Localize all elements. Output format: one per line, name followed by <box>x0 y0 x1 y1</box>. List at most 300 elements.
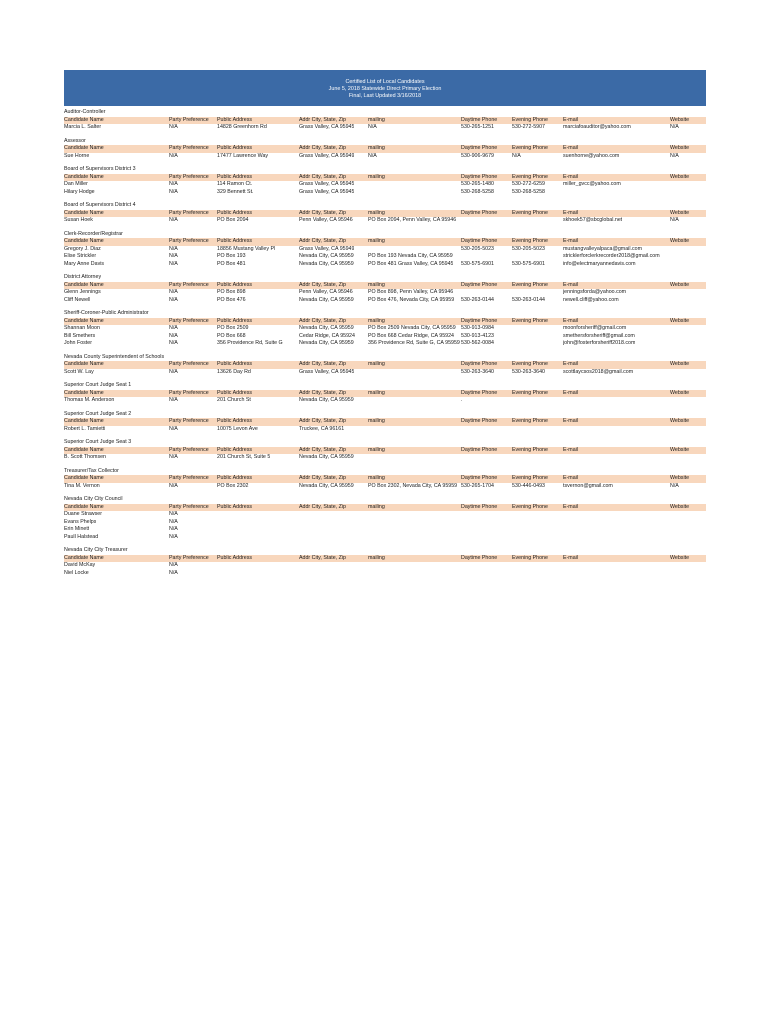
cell-mailing: PO Box 476, Nevada City, CA 95959 <box>368 296 455 303</box>
column-header-candidate-name: Candidate Name <box>64 209 104 216</box>
column-header-website: Website <box>670 281 690 288</box>
column-header-addr-city-state-zip: Addr City, State, Zip <box>299 238 347 244</box>
cell-candidate-name: John Foster <box>64 340 92 346</box>
cell-party-preference: N/A <box>169 124 178 130</box>
column-header-addr-city-state-zip: Addr City, State, Zip <box>299 475 347 481</box>
cell-addr-city-state-zip: Nevada City, CA 95959 <box>299 397 354 403</box>
column-header-party-preference: Party Preference <box>169 361 209 367</box>
column-header-evening-phone: Evening Phone <box>512 317 548 324</box>
cell-addr-city-state-zip: Truckee, CA 96161 <box>299 425 345 432</box>
cell-daytime-phone: 530-205-5023 <box>461 245 494 252</box>
column-header-daytime-phone: Daytime Phone <box>461 209 498 216</box>
cell-party-preference: N/A <box>169 332 178 339</box>
cell-addr-city-state-zip: Nevada City, CA 95959 <box>299 325 354 331</box>
candidate-row <box>64 562 706 570</box>
column-header-public-address: Public Address <box>217 145 253 151</box>
candidate-row <box>64 253 706 261</box>
cell-party-preference: N/A <box>169 296 178 303</box>
cell-party-preference: N/A <box>169 325 178 331</box>
cell-party-preference: N/A <box>169 253 178 259</box>
column-header-evening-phone: Evening Phone <box>512 475 548 481</box>
column-header-public-address: Public Address <box>217 503 253 510</box>
cell-e-mail: john@fosterforsheriff2018.com <box>563 340 636 346</box>
candidate-row <box>64 124 706 132</box>
cell-addr-city-state-zip: Penn Valley, CA 95946 <box>299 217 353 223</box>
cell-e-mail: skhoek57@sbcglobal.net <box>563 217 623 223</box>
candidate-row <box>64 289 706 297</box>
column-header-candidate-name: Candidate Name <box>64 145 104 151</box>
column-header-mailing: mailing <box>368 554 385 561</box>
cell-evening-phone: N/A <box>512 152 521 159</box>
cell-evening-phone: 530-272-5907 <box>512 124 545 130</box>
cell-candidate-name: Glenn Jennings <box>64 289 101 295</box>
cell-public-address: PO Box 2302 <box>217 482 249 489</box>
column-header-candidate-name: Candidate Name <box>64 554 104 561</box>
column-header-row <box>64 117 706 125</box>
cell-mailing: 356 Providence Rd, Suite G, CA 95959 <box>368 340 460 346</box>
cell-party-preference: N/A <box>169 260 178 267</box>
cell-party-preference: N/A <box>169 569 178 576</box>
cell-party-preference: N/A <box>169 152 178 159</box>
cell-candidate-name: Duane Strawser <box>64 511 102 517</box>
cell-evening-phone: 530-205-5023 <box>512 245 545 252</box>
section-title-text: Assessor <box>64 137 86 144</box>
candidate-row <box>64 454 706 462</box>
cell-mailing: N/A <box>368 124 377 130</box>
cell-public-address: 201 Church St <box>217 397 251 403</box>
column-header-mailing: mailing <box>368 389 385 396</box>
column-header-public-address: Public Address <box>217 389 253 396</box>
section-title <box>64 109 706 117</box>
cell-candidate-name: Evans Phelps <box>64 518 97 525</box>
column-header-mailing: mailing <box>368 173 385 180</box>
column-header-daytime-phone: Daytime Phone <box>461 446 498 453</box>
candidate-row <box>64 519 706 527</box>
title-line-2: June 5, 2018 Statewide Direct Primary Election <box>328 86 442 92</box>
cell-candidate-name: Niel Locke <box>64 569 89 576</box>
column-header-candidate-name: Candidate Name <box>64 503 104 510</box>
cell-party-preference: N/A <box>169 289 178 295</box>
candidate-row <box>64 261 706 269</box>
title-line-3: Final, Last Updated 3/16/2018 <box>348 93 422 99</box>
column-header-row <box>64 390 706 398</box>
cell-candidate-name: Susan Hoek <box>64 217 93 223</box>
column-header-website: Website <box>670 238 690 244</box>
column-header-daytime-phone: Daytime Phone <box>461 418 498 424</box>
column-header-addr-city-state-zip: Addr City, State, Zip <box>299 116 347 123</box>
cell-addr-city-state-zip: Grass Valley, CA 95945 <box>299 188 355 195</box>
cell-daytime-phone: 530-913-0984 <box>461 325 494 331</box>
section-title-text: Superior Court Judge Seat 3 <box>64 439 132 445</box>
column-header-public-address: Public Address <box>217 116 253 123</box>
cell-mailing: PO Box 2094, Penn Valley, CA 95946 <box>368 217 457 223</box>
cell-addr-city-state-zip: Nevada City, CA 95959 <box>299 253 354 259</box>
cell-e-mail: jenningsforda@yahoo.com <box>563 289 627 295</box>
cell-mailing: PO Box 668 Cedar Ridge, CA 95924 <box>368 332 454 339</box>
section-title <box>64 166 706 174</box>
section-title-text: Superior Court Judge Seat 1 <box>64 382 132 388</box>
column-header-addr-city-state-zip: Addr City, State, Zip <box>299 361 347 367</box>
column-header-row <box>64 504 706 512</box>
cell-candidate-name: Hilary Hodge <box>64 188 95 195</box>
cell-candidate-name: B. Scott Thomsen <box>64 454 107 460</box>
section-title-text: District Attorney <box>64 274 102 280</box>
cell-daytime-phone: 530-265-1480 <box>461 181 494 187</box>
column-header-public-address: Public Address <box>217 418 253 424</box>
section-title <box>64 468 706 476</box>
section-title-text: Nevada County Superintendent of Schools <box>64 353 165 360</box>
column-header-addr-city-state-zip: Addr City, State, Zip <box>299 418 347 424</box>
column-header-row <box>64 361 706 369</box>
column-header-mailing: mailing <box>368 317 385 324</box>
column-header-evening-phone: Evening Phone <box>512 446 548 453</box>
candidate-row <box>64 426 706 434</box>
column-header-candidate-name: Candidate Name <box>64 389 104 396</box>
cell-daytime-phone: 530-575-6901 <box>461 260 494 267</box>
section-title <box>64 274 706 282</box>
cell-public-address: 114 Ramon Ct. <box>217 181 253 187</box>
cell-mailing: N/A <box>368 152 377 159</box>
cell-daytime-phone: 530-913-4123 <box>461 332 494 339</box>
column-header-e-mail: E-mail <box>563 173 579 180</box>
column-header-public-address: Public Address <box>217 238 253 244</box>
cell-public-address: PO Box 2509 <box>217 325 249 331</box>
cell-e-mail: suenhorne@yahoo.com <box>563 152 620 159</box>
column-header-e-mail: E-mail <box>563 389 579 396</box>
cell-addr-city-state-zip: Grass Valley, CA 95945 <box>299 181 355 187</box>
column-header-public-address: Public Address <box>217 446 253 453</box>
column-header-e-mail: E-mail <box>563 503 579 510</box>
cell-party-preference: N/A <box>169 368 178 375</box>
column-header-row <box>64 318 706 326</box>
column-header-e-mail: E-mail <box>563 317 579 324</box>
column-header-addr-city-state-zip: Addr City, State, Zip <box>299 281 347 288</box>
cell-party-preference: N/A <box>169 340 178 346</box>
cell-addr-city-state-zip: Grass Valley, CA 95949 <box>299 245 355 252</box>
column-header-candidate-name: Candidate Name <box>64 173 104 180</box>
candidate-table <box>64 109 706 577</box>
column-header-daytime-phone: Daytime Phone <box>461 317 498 324</box>
column-header-e-mail: E-mail <box>563 475 579 481</box>
cell-e-mail: mustangvalleyalpaca@gmail.com <box>563 245 642 252</box>
cell-candidate-name: Dan Miller <box>64 181 88 187</box>
cell-addr-city-state-zip: Cedar Ridge, CA 95924 <box>299 332 355 339</box>
candidate-row <box>64 534 706 542</box>
cell-addr-city-state-zip: Grass Valley, CA 95945 <box>299 368 355 375</box>
cell-public-address: 14828 Greenhorn Rd <box>217 124 267 130</box>
column-header-candidate-name: Candidate Name <box>64 116 104 123</box>
column-header-website: Website <box>670 173 690 180</box>
section-title <box>64 439 706 447</box>
section-title-text: Auditor-Controller <box>64 109 106 115</box>
column-header-evening-phone: Evening Phone <box>512 281 548 288</box>
cell-party-preference: N/A <box>169 425 178 432</box>
column-header-row <box>64 555 706 563</box>
cell-candidate-name: David McKay <box>64 562 96 568</box>
column-header-e-mail: E-mail <box>563 209 579 216</box>
column-header-mailing: mailing <box>368 145 385 151</box>
column-header-public-address: Public Address <box>217 281 253 288</box>
column-header-party-preference: Party Preference <box>169 238 209 244</box>
column-header-public-address: Public Address <box>217 209 253 216</box>
column-header-website: Website <box>670 145 690 151</box>
column-header-mailing: mailing <box>368 475 385 481</box>
cell-evening-phone: 530-263-0144 <box>512 296 545 303</box>
cell-public-address: 329 Bennett St. <box>217 188 254 195</box>
cell-candidate-name: Elise Strickler <box>64 253 97 259</box>
column-header-website: Website <box>670 209 690 216</box>
column-header-party-preference: Party Preference <box>169 173 209 180</box>
cell-daytime-phone: 530-265-1704 <box>461 482 494 489</box>
cell-candidate-name: Bill Smethers <box>64 332 96 339</box>
cell-evening-phone: 530-575-6901 <box>512 260 545 267</box>
column-header-row <box>64 447 706 455</box>
column-header-party-preference: Party Preference <box>169 418 209 424</box>
candidate-row <box>64 526 706 534</box>
cell-public-address: PO Box 898 <box>217 289 246 295</box>
column-header-mailing: mailing <box>368 281 385 288</box>
section-title <box>64 138 706 146</box>
column-header-candidate-name: Candidate Name <box>64 238 104 244</box>
cell-mailing: PO Box 481 Grass Valley, CA 95945 <box>368 260 454 267</box>
column-header-public-address: Public Address <box>217 317 253 324</box>
cell-candidate-name: Scott W. Lay <box>64 368 94 375</box>
section-title-text: Sheriff-Coroner-Public Administrator <box>64 310 149 316</box>
title-line-1: Certified List of Local Candidates <box>345 79 425 85</box>
column-header-addr-city-state-zip: Addr City, State, Zip <box>299 389 347 396</box>
section-title-text: Board of Supervisors District 3 <box>64 166 136 172</box>
column-header-party-preference: Party Preference <box>169 554 209 561</box>
column-header-evening-phone: Evening Phone <box>512 145 548 151</box>
section-title <box>64 382 706 390</box>
candidate-row <box>64 297 706 305</box>
column-header-party-preference: Party Preference <box>169 317 209 324</box>
column-header-evening-phone: Evening Phone <box>512 503 548 510</box>
column-header-mailing: mailing <box>368 503 385 510</box>
section-title <box>64 354 706 362</box>
column-header-party-preference: Party Preference <box>169 145 209 151</box>
column-header-public-address: Public Address <box>217 173 253 180</box>
candidate-row <box>64 369 706 377</box>
cell-candidate-name: Gregory J. Diaz <box>64 245 101 252</box>
cell-addr-city-state-zip: Nevada City, CA 95959 <box>299 260 354 267</box>
column-header-row <box>64 418 706 426</box>
column-header-row <box>64 475 706 483</box>
cell-e-mail: scottlaycsos2018@gmail.com <box>563 368 634 375</box>
cell-public-address: PO Box 476 <box>217 296 246 303</box>
cell-public-address: PO Box 481 <box>217 260 246 267</box>
column-header-candidate-name: Candidate Name <box>64 418 104 424</box>
column-header-public-address: Public Address <box>217 361 253 367</box>
column-header-addr-city-state-zip: Addr City, State, Zip <box>299 145 347 151</box>
cell-public-address: 10075 Levon Ave <box>217 425 258 432</box>
cell-website: N/A <box>670 217 679 223</box>
column-header-e-mail: E-mail <box>563 554 579 561</box>
candidate-row <box>64 570 706 578</box>
column-header-e-mail: E-mail <box>563 145 579 151</box>
section-title-text: Treasurer/Tax Collector <box>64 467 119 474</box>
cell-e-mail: marciafoauditor@yahoo.com <box>563 124 631 130</box>
column-header-evening-phone: Evening Phone <box>512 116 548 123</box>
cell-evening-phone: 530-268-5258 <box>512 188 545 195</box>
cell-mailing: PO Box 193 Nevada City, CA 95959 <box>368 253 453 259</box>
column-header-addr-city-state-zip: Addr City, State, Zip <box>299 446 347 453</box>
column-header-daytime-phone: Daytime Phone <box>461 361 498 367</box>
section-title <box>64 310 706 318</box>
candidate-row <box>64 511 706 519</box>
column-header-evening-phone: Evening Phone <box>512 361 548 367</box>
cell-daytime-phone: 530-562-0084 <box>461 340 494 346</box>
candidate-row <box>64 340 706 348</box>
column-header-addr-city-state-zip: Addr City, State, Zip <box>299 554 347 561</box>
section-title-text: Board of Supervisors District 4 <box>64 202 136 208</box>
column-header-website: Website <box>670 503 690 510</box>
column-header-evening-phone: Evening Phone <box>512 389 548 396</box>
cell-website: N/A <box>670 152 679 159</box>
section-title-text: Clerk-Recorder/Registrar <box>64 230 123 237</box>
cell-evening-phone: 530-272-6259 <box>512 181 545 187</box>
cell-addr-city-state-zip: Nevada City, CA 95959 <box>299 340 354 346</box>
cell-candidate-name: Thomas M. Anderson <box>64 397 115 403</box>
column-header-row <box>64 238 706 246</box>
column-header-party-preference: Party Preference <box>169 475 209 481</box>
column-header-evening-phone: Evening Phone <box>512 418 548 424</box>
candidate-row <box>64 153 706 161</box>
candidate-row <box>64 397 706 405</box>
column-header-mailing: mailing <box>368 361 385 367</box>
cell-evening-phone: 530-263-3640 <box>512 368 545 375</box>
column-header-daytime-phone: Daytime Phone <box>461 475 498 481</box>
column-header-website: Website <box>670 389 690 396</box>
cell-party-preference: N/A <box>169 245 178 252</box>
column-header-e-mail: E-mail <box>563 116 579 123</box>
section-title-text: Nevada City City Council <box>64 496 123 502</box>
section-title <box>64 202 706 210</box>
column-header-row <box>64 174 706 182</box>
column-header-party-preference: Party Preference <box>169 209 209 216</box>
column-header-candidate-name: Candidate Name <box>64 446 104 453</box>
column-header-daytime-phone: Daytime Phone <box>461 145 498 151</box>
section-title <box>64 231 706 239</box>
column-header-e-mail: E-mail <box>563 361 579 367</box>
column-header-evening-phone: Evening Phone <box>512 238 548 244</box>
cell-mailing: PO Box 2302, Nevada City, CA 95959 <box>368 482 458 489</box>
cell-public-address: 356 Providence Rd, Suite G <box>217 340 283 346</box>
column-header-candidate-name: Candidate Name <box>64 281 104 288</box>
cell-e-mail: info@electmaryannedavis.com <box>563 260 636 267</box>
cell-public-address: PO Box 2094 <box>217 217 249 223</box>
cell-mailing: PO Box 898, Penn Valley, CA 95946 <box>368 289 454 295</box>
column-header-website: Website <box>670 554 690 561</box>
candidate-row <box>64 246 706 254</box>
column-header-mailing: mailing <box>368 238 385 244</box>
column-header-e-mail: E-mail <box>563 418 579 424</box>
column-header-e-mail: E-mail <box>563 446 579 453</box>
cell-addr-city-state-zip: Nevada City, CA 95959 <box>299 296 354 303</box>
column-header-evening-phone: Evening Phone <box>512 173 548 180</box>
candidate-row <box>64 181 706 189</box>
cell-party-preference: N/A <box>169 533 178 540</box>
cell-daytime-phone: 530-263-3640 <box>461 368 494 375</box>
cell-party-preference: N/A <box>169 217 178 223</box>
column-header-evening-phone: Evening Phone <box>512 554 548 561</box>
column-header-daytime-phone: Daytime Phone <box>461 554 498 561</box>
section-title <box>64 547 706 555</box>
cell-website: N/A <box>670 482 679 489</box>
cell-addr-city-state-zip: Penn Valley, CA 95946 <box>299 289 353 295</box>
cell-addr-city-state-zip: Grass Valley, CA 95945 <box>299 124 355 130</box>
cell-daytime-phone: 530-265-1251 <box>461 124 494 130</box>
column-header-row <box>64 210 706 218</box>
column-header-addr-city-state-zip: Addr City, State, Zip <box>299 317 347 324</box>
column-header-website: Website <box>670 361 690 367</box>
cell-candidate-name: Marcia L. Salter <box>64 124 102 130</box>
cell-party-preference: N/A <box>169 518 178 525</box>
cell-public-address: PO Box 193 <box>217 253 246 259</box>
cell-mailing: PO Box 2509 Nevada City, CA 95959 <box>368 325 456 331</box>
column-header-daytime-phone: Daytime Phone <box>461 238 498 244</box>
column-header-row <box>64 145 706 153</box>
column-header-candidate-name: Candidate Name <box>64 317 104 324</box>
cell-e-mail: smethersforsheriff@gmail.com <box>563 332 635 339</box>
cell-candidate-name: Erin Minett <box>64 526 90 532</box>
cell-daytime-phone: . <box>461 397 463 403</box>
cell-candidate-name: Paull Halstead <box>64 533 99 540</box>
cell-evening-phone: 530-446-0493 <box>512 482 545 489</box>
cell-candidate-name: Sue Horne <box>64 152 90 159</box>
cell-party-preference: N/A <box>169 188 178 195</box>
column-header-website: Website <box>670 475 690 481</box>
cell-candidate-name: Tina M. Vernon <box>64 482 100 489</box>
cell-e-mail: tsvernon@gmail.com <box>563 482 613 489</box>
column-header-e-mail: E-mail <box>563 281 579 288</box>
cell-party-preference: N/A <box>169 526 178 532</box>
column-header-website: Website <box>670 446 690 453</box>
candidate-row <box>64 189 706 197</box>
column-header-website: Website <box>670 418 690 424</box>
column-header-evening-phone: Evening Phone <box>512 209 548 216</box>
cell-e-mail: stricklerforclerkrecorder2018@gmail.com <box>563 253 660 259</box>
candidate-row <box>64 333 706 341</box>
column-header-party-preference: Party Preference <box>169 446 209 453</box>
cell-daytime-phone: 530-263-0144 <box>461 296 494 303</box>
column-header-daytime-phone: Daytime Phone <box>461 116 498 123</box>
cell-website: N/A <box>670 124 679 130</box>
cell-party-preference: N/A <box>169 511 178 517</box>
cell-candidate-name: Mary Anne Davis <box>64 260 105 267</box>
candidate-row <box>64 483 706 491</box>
column-header-candidate-name: Candidate Name <box>64 361 104 367</box>
candidate-row <box>64 217 706 225</box>
column-header-candidate-name: Candidate Name <box>64 475 104 481</box>
cell-candidate-name: Cliff Newell <box>64 296 91 303</box>
cell-party-preference: N/A <box>169 397 178 403</box>
column-header-daytime-phone: Daytime Phone <box>461 173 498 180</box>
cell-public-address: 17477 Lawrence Way <box>217 152 269 159</box>
cell-public-address: 201 Church St, Suite 5 <box>217 454 271 460</box>
cell-public-address: 18856 Mustang Valley Pl <box>217 245 276 252</box>
candidate-row <box>64 325 706 333</box>
column-header-daytime-phone: Daytime Phone <box>461 389 498 396</box>
cell-daytime-phone: 530-906-9679 <box>461 152 494 159</box>
column-header-mailing: mailing <box>368 446 385 453</box>
cell-e-mail: miller_gvcc@yahoo.com <box>563 181 621 187</box>
column-header-party-preference: Party Preference <box>169 281 209 288</box>
cell-party-preference: N/A <box>169 482 178 489</box>
cell-candidate-name: Robert L. Tamietti <box>64 425 106 432</box>
column-header-website: Website <box>670 317 690 324</box>
cell-party-preference: N/A <box>169 181 178 187</box>
